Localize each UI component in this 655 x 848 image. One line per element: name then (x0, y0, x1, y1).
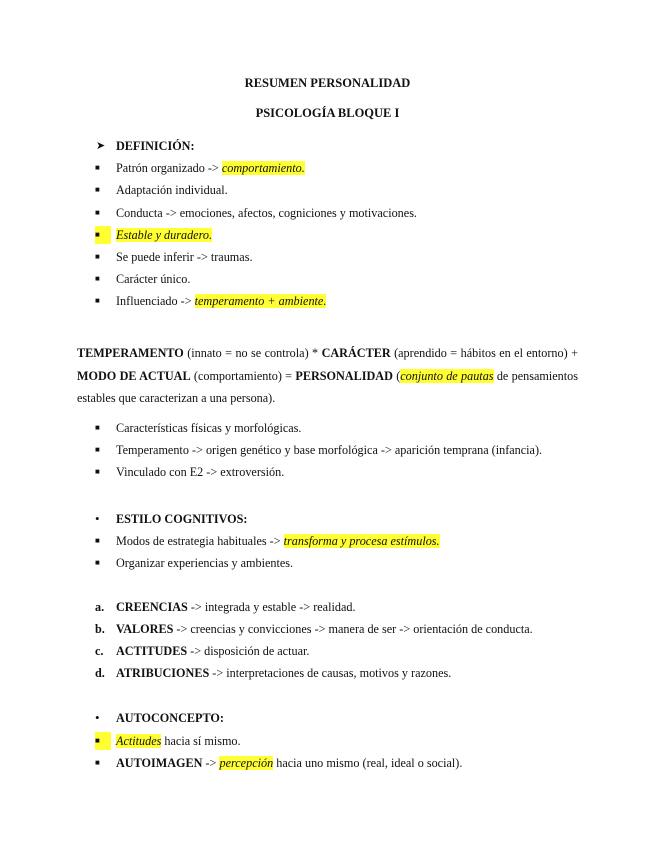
dot-bullet-icon: • (95, 511, 100, 526)
highlighted-text: Estable y duradero. (116, 228, 213, 242)
definicion-heading (0, 137, 655, 155)
list-item (0, 226, 655, 244)
list-item: ■ Conducta -> emociones, afectos, cogniciones y motivaciones. (95, 206, 417, 220)
lettered-item: b. VALORES -> creencias y convicciones -> manera de ser -> orientación de conducta. (95, 622, 533, 636)
list-item: ■ Organizar experiencias y ambientes. (95, 556, 294, 570)
square-bullet-icon: ■ (95, 423, 100, 432)
highlighted-text: conjunto de pautas (400, 368, 494, 383)
list-item: ■ Características físicas y morfológicas. (95, 421, 302, 435)
list-item: ■ Carácter único. (95, 272, 191, 286)
list-item: ■ Modos de estrategia habituales -> transforma y procesa estímulos. (95, 534, 440, 548)
section-heading: ESTILO COGNITIVOS: (116, 512, 248, 526)
square-bullet-icon: ■ (95, 296, 100, 305)
square-bullet-icon: ■ (95, 185, 100, 194)
lettered-item: c. ACTITUDES -> disposición de actuar. (95, 644, 310, 658)
square-bullet-icon: ■ (95, 758, 100, 767)
document-title: RESUMEN PERSONALIDAD (244, 76, 411, 90)
square-bullet-icon: ■ (95, 558, 100, 567)
square-bullet-icon: ■ (95, 163, 100, 172)
autoconcepto-heading (0, 709, 655, 727)
list-item: ■ Vinculado con E2 -> extroversión. (95, 465, 285, 479)
square-bullet-icon: ■ (95, 732, 111, 750)
list-item: ■ AUTOIMAGEN -> percepción hacia uno mismo (real, ideal o social). (95, 756, 463, 770)
lettered-item: d. ATRIBUCIONES -> interpretaciones de causas, motivos y razones. (95, 666, 452, 680)
arrow-bullet-icon: ➤ (96, 140, 106, 152)
square-bullet-icon: ■ (95, 274, 100, 283)
dot-bullet-icon: • (95, 710, 100, 725)
section-heading: DEFINICIÓN: (116, 139, 195, 153)
highlighted-text: percepción (219, 756, 274, 770)
square-bullet-icon: ■ (95, 252, 100, 261)
square-bullet-icon: ■ (95, 467, 100, 476)
highlighted-text: temperamento + ambiente. (194, 294, 327, 308)
square-bullet-icon: ■ (95, 445, 100, 454)
estilo-heading (0, 510, 655, 528)
lettered-item: a. CREENCIAS -> integrada y estable -> realidad. (95, 600, 356, 614)
highlighted-text: Actitudes (116, 734, 162, 748)
list-item: ■ Adaptación individual. (95, 183, 228, 197)
square-bullet-icon: ■ (95, 536, 100, 545)
list-item: ■ Patrón organizado -> comportamiento. (95, 161, 305, 175)
personalidad-paragraph: TEMPERAMENTO (innato = no se controla) * CARÁCTER (aprendido = hábitos en el entorno) + MODO DE ACTUAL (comportamiento) = PERSONALIDAD (conjunto de pautas de pensamientos estables que caracterizan a una persona). (77, 346, 578, 405)
section-heading: AUTOCONCEPTO: (116, 711, 224, 725)
list-item: ■ Influenciado -> temperamento + ambiente. (95, 294, 327, 308)
square-bullet-icon: ■ (95, 226, 111, 244)
square-bullet-icon: ■ (95, 208, 100, 217)
list-item: ■ Se puede inferir -> traumas. (95, 250, 253, 264)
list-item: ■ Temperamento -> origen genético y base morfológica -> aparición temprana (infancia). (95, 443, 543, 457)
list-item: ■ Actitudes hacia sí mismo. (95, 734, 241, 748)
document-subtitle: PSICOLOGÍA BLOQUE I (255, 106, 400, 120)
highlighted-text: comportamiento. (221, 161, 305, 175)
highlighted-text: transforma y procesa estímulos. (283, 534, 440, 548)
